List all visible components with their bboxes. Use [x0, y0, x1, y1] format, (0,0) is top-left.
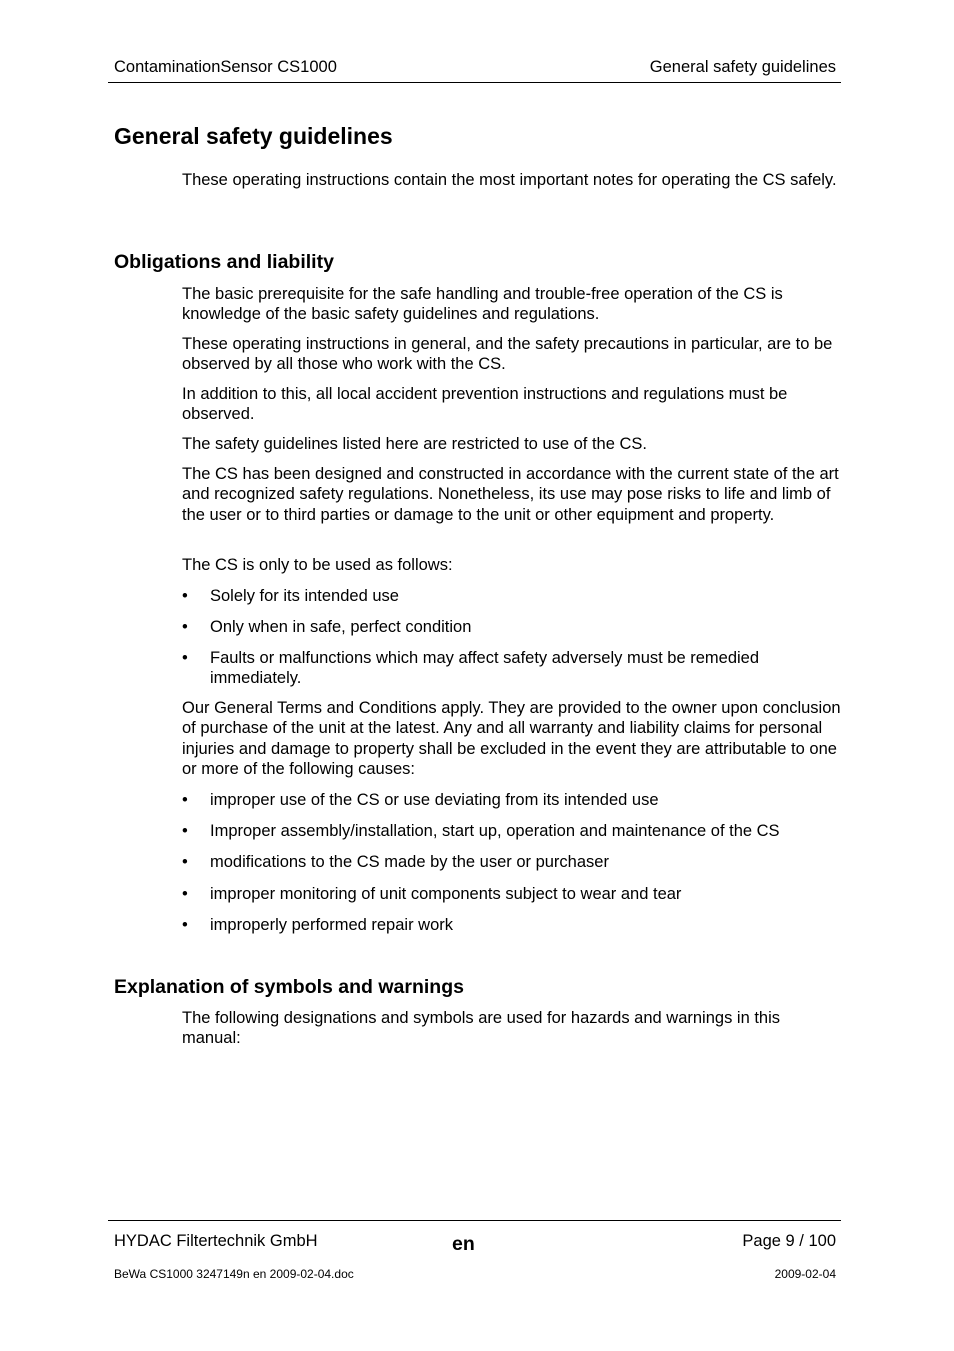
page-footer — [108, 1220, 841, 1291]
bullet-icon: • — [182, 822, 188, 840]
list-item-text: improperly performed repair work — [210, 916, 453, 934]
bullet-icon: • — [182, 791, 188, 809]
footer-document-filename: BeWa CS1000 3247149n en 2009-02-04.doc — [114, 1267, 354, 1281]
obligations-paragraph-1: The basic prerequisite for the safe handling and trouble-free operation of the CS is knowledge of the basic safety guidelines and regulations. — [182, 285, 783, 324]
bullet-icon: • — [182, 853, 188, 871]
obligations-paragraph-7: Our General Terms and Conditions apply. They are provided to the owner upon conclusion of purchase of the unit at the latest. Any and all warranty and liability claims for personal injuries and damage to property shall be excluded in the event they are attributable to one or more of the following causes: — [182, 699, 841, 778]
footer-language: en — [452, 1233, 475, 1255]
list-item-text: Only when in safe, perfect condition — [210, 618, 472, 636]
page-title: General safety guidelines — [114, 123, 393, 149]
bullet-icon: • — [182, 618, 188, 636]
list-item-text: improper monitoring of unit components subject to wear and tear — [210, 885, 682, 903]
obligations-paragraph-4: The safety guidelines listed here are restricted to use of the CS. — [182, 435, 647, 453]
list-item-text: modifications to the CS made by the user or purchaser — [210, 853, 609, 871]
bullet-icon: • — [182, 916, 188, 934]
footer-page-number: Page 9 / 100 — [742, 1232, 836, 1250]
footer-company: HYDAC Filtertechnik GmbH — [114, 1232, 318, 1250]
list-item-text: Solely for its intended use — [210, 587, 399, 605]
obligations-paragraph-2: These operating instructions in general, and the safety precautions in particular, are to be observed by all those who work with the CS. — [182, 335, 833, 374]
page-header — [108, 55, 841, 83]
intro-paragraph: These operating instructions contain the most important notes for operating the CS safely. — [182, 171, 837, 189]
obligations-paragraph-3: In addition to this, all local accident prevention instructions and regulations must be observed. — [182, 385, 788, 424]
list-item-text: Faults or malfunctions which may affect safety adversely must be remedied immediately. — [210, 649, 760, 688]
bullet-icon: • — [182, 885, 188, 903]
obligations-paragraph-6: The CS is only to be used as follows: — [182, 556, 453, 574]
header-document-title: ContaminationSensor CS1000 — [114, 58, 337, 76]
footer-date: 2009-02-04 — [774, 1267, 836, 1281]
bullet-icon: • — [182, 587, 188, 605]
list-item-text: Improper assembly/installation, start up, operation and maintenance of the CS — [210, 822, 780, 840]
obligations-heading: Obligations and liability — [114, 251, 334, 273]
obligations-paragraph-5: The CS has been designed and constructed in accordance with the current state of the art and recognized safety regulations. Nonetheless, its use may pose risks to life and limb of the user or to third parties or damage to the unit or other equipment and property. — [182, 465, 839, 524]
header-section-title: General safety guidelines — [649, 58, 836, 76]
bullet-icon: • — [182, 649, 188, 667]
symbols-paragraph-1: The following designations and symbols are used for hazards and warnings in this manual: — [182, 1009, 781, 1048]
list-item-text: improper use of the CS or use deviating from its intended use — [210, 791, 659, 809]
symbols-heading: Explanation of symbols and warnings — [114, 976, 464, 998]
